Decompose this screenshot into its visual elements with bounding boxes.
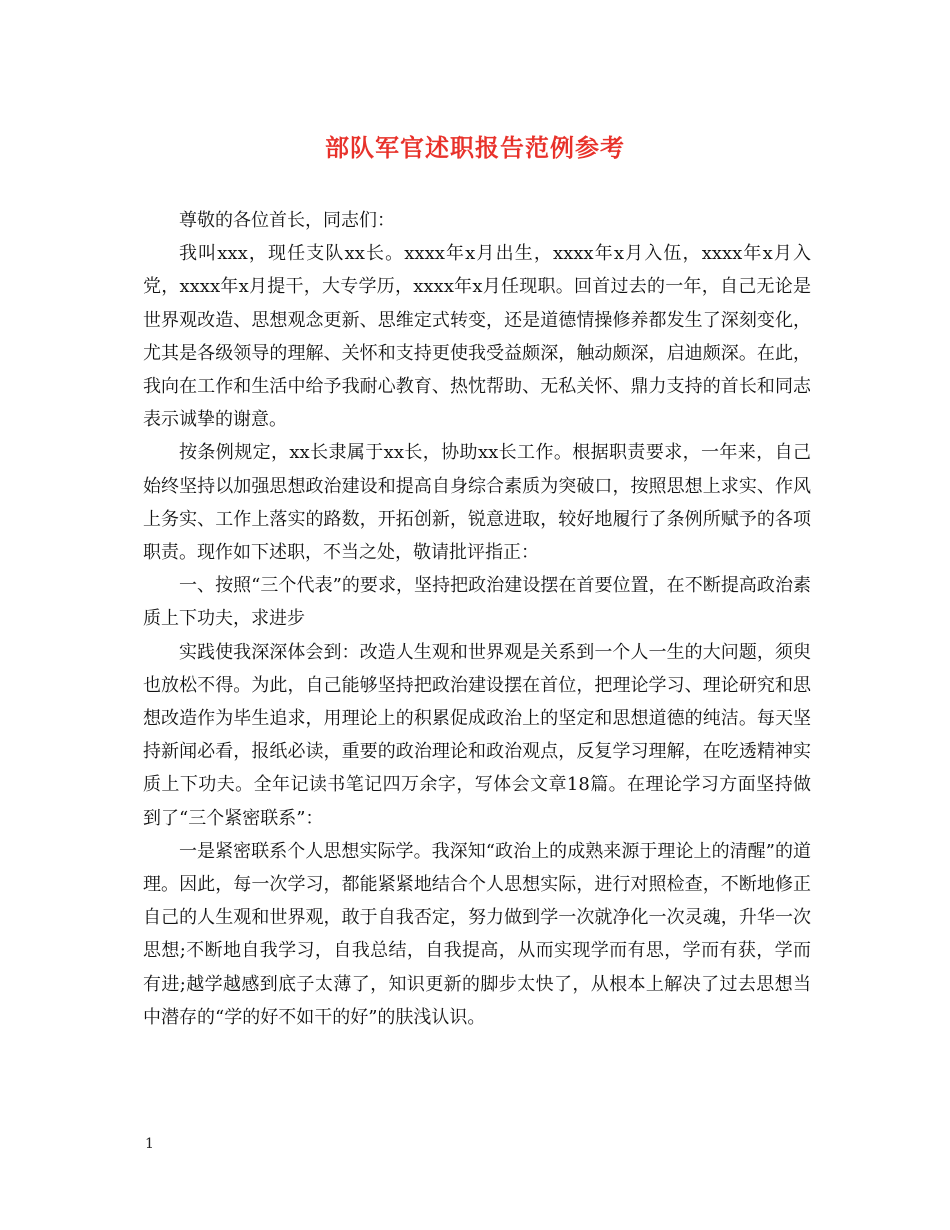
- paragraph-salutation: 尊敬的各位首长，同志们：: [179, 210, 395, 231]
- paragraph-political-study: 实践使我深深体会到：改造人生观和世界观是关系到一个人一生的大问题，须臾也放松不得。为此，自己能够坚持把政治建设摆在首位，把理论学习、理论研究和思想改造作为毕生追求，用理论上的积累促成政治上的坚定和思想道德的纯洁。每天坚持新闻必看，报纸必读，重要的政治理论和政治观点，反复学习理解，在吃透精神实质上下功夫。全年记读书笔记四万余字，写体会文章18篇。在理论学习方面坚持做到了“三个紧密联系”：: [143, 641, 811, 829]
- document-title: 部队军官述职报告范例参考: [325, 133, 625, 162]
- paragraph-introduction: 我叫xxx，现任支队xx长。xxxx年x月出生，xxxx年x月入伍，xxxx年x月入党，xxxx年x月提干，大专学历，xxxx年x月任现职。回首过去的一年，自己无论是世界观改造、思想观念更新、思维定式转变，还是道德情操修养都发生了深刻变化，尤其是各级领导的理解、关怀和支持更使我受益颇深，触动颇深，启迪颇深。在此，我向在工作和生活中给予我耐心教育、热忱帮助、无私关怀、鼎力支持的首长和同志表示诚挚的谢意。: [143, 243, 811, 431]
- paragraph-first-connection: 一是紧密联系个人思想实际学。我深知“政治上的成熟来源于理论上的清醒”的道理。因此，每一次学习，都能紧紧地结合个人思想实际，进行对照检查，不断地修正自己的人生观和世界观，敢于自我否定，努力做到学一次就净化一次灵魂，升华一次思想;不断地自我学习，自我总结，自我提高，从而实现学而有思，学而有获，学而有进;越学越感到底子太薄了，知识更新的脚步太快了，从根本上解决了过去思想当中潜存的“学的好不如干的好”的肤浅认识。: [143, 840, 811, 1028]
- document-body: [143, 204, 811, 1034]
- paragraph-section-heading: 一、按照“三个代表”的要求，坚持把政治建设摆在首要位置，在不断提高政治素质上下功夫，求进步: [143, 575, 811, 630]
- page-number: 1: [145, 1136, 154, 1152]
- paragraph-duties: 按条例规定，xx长隶属于xx长，协助xx长工作。根据职责要求，一年来，自己始终坚持以加强思想政治建设和提高自身综合素质为突破口，按照思想上求实、作风上务实、工作上落实的路数，开拓创新，锐意进取，较好地履行了条例所赋予的各项职责。现作如下述职，不当之处，敬请批评指正：: [143, 442, 811, 564]
